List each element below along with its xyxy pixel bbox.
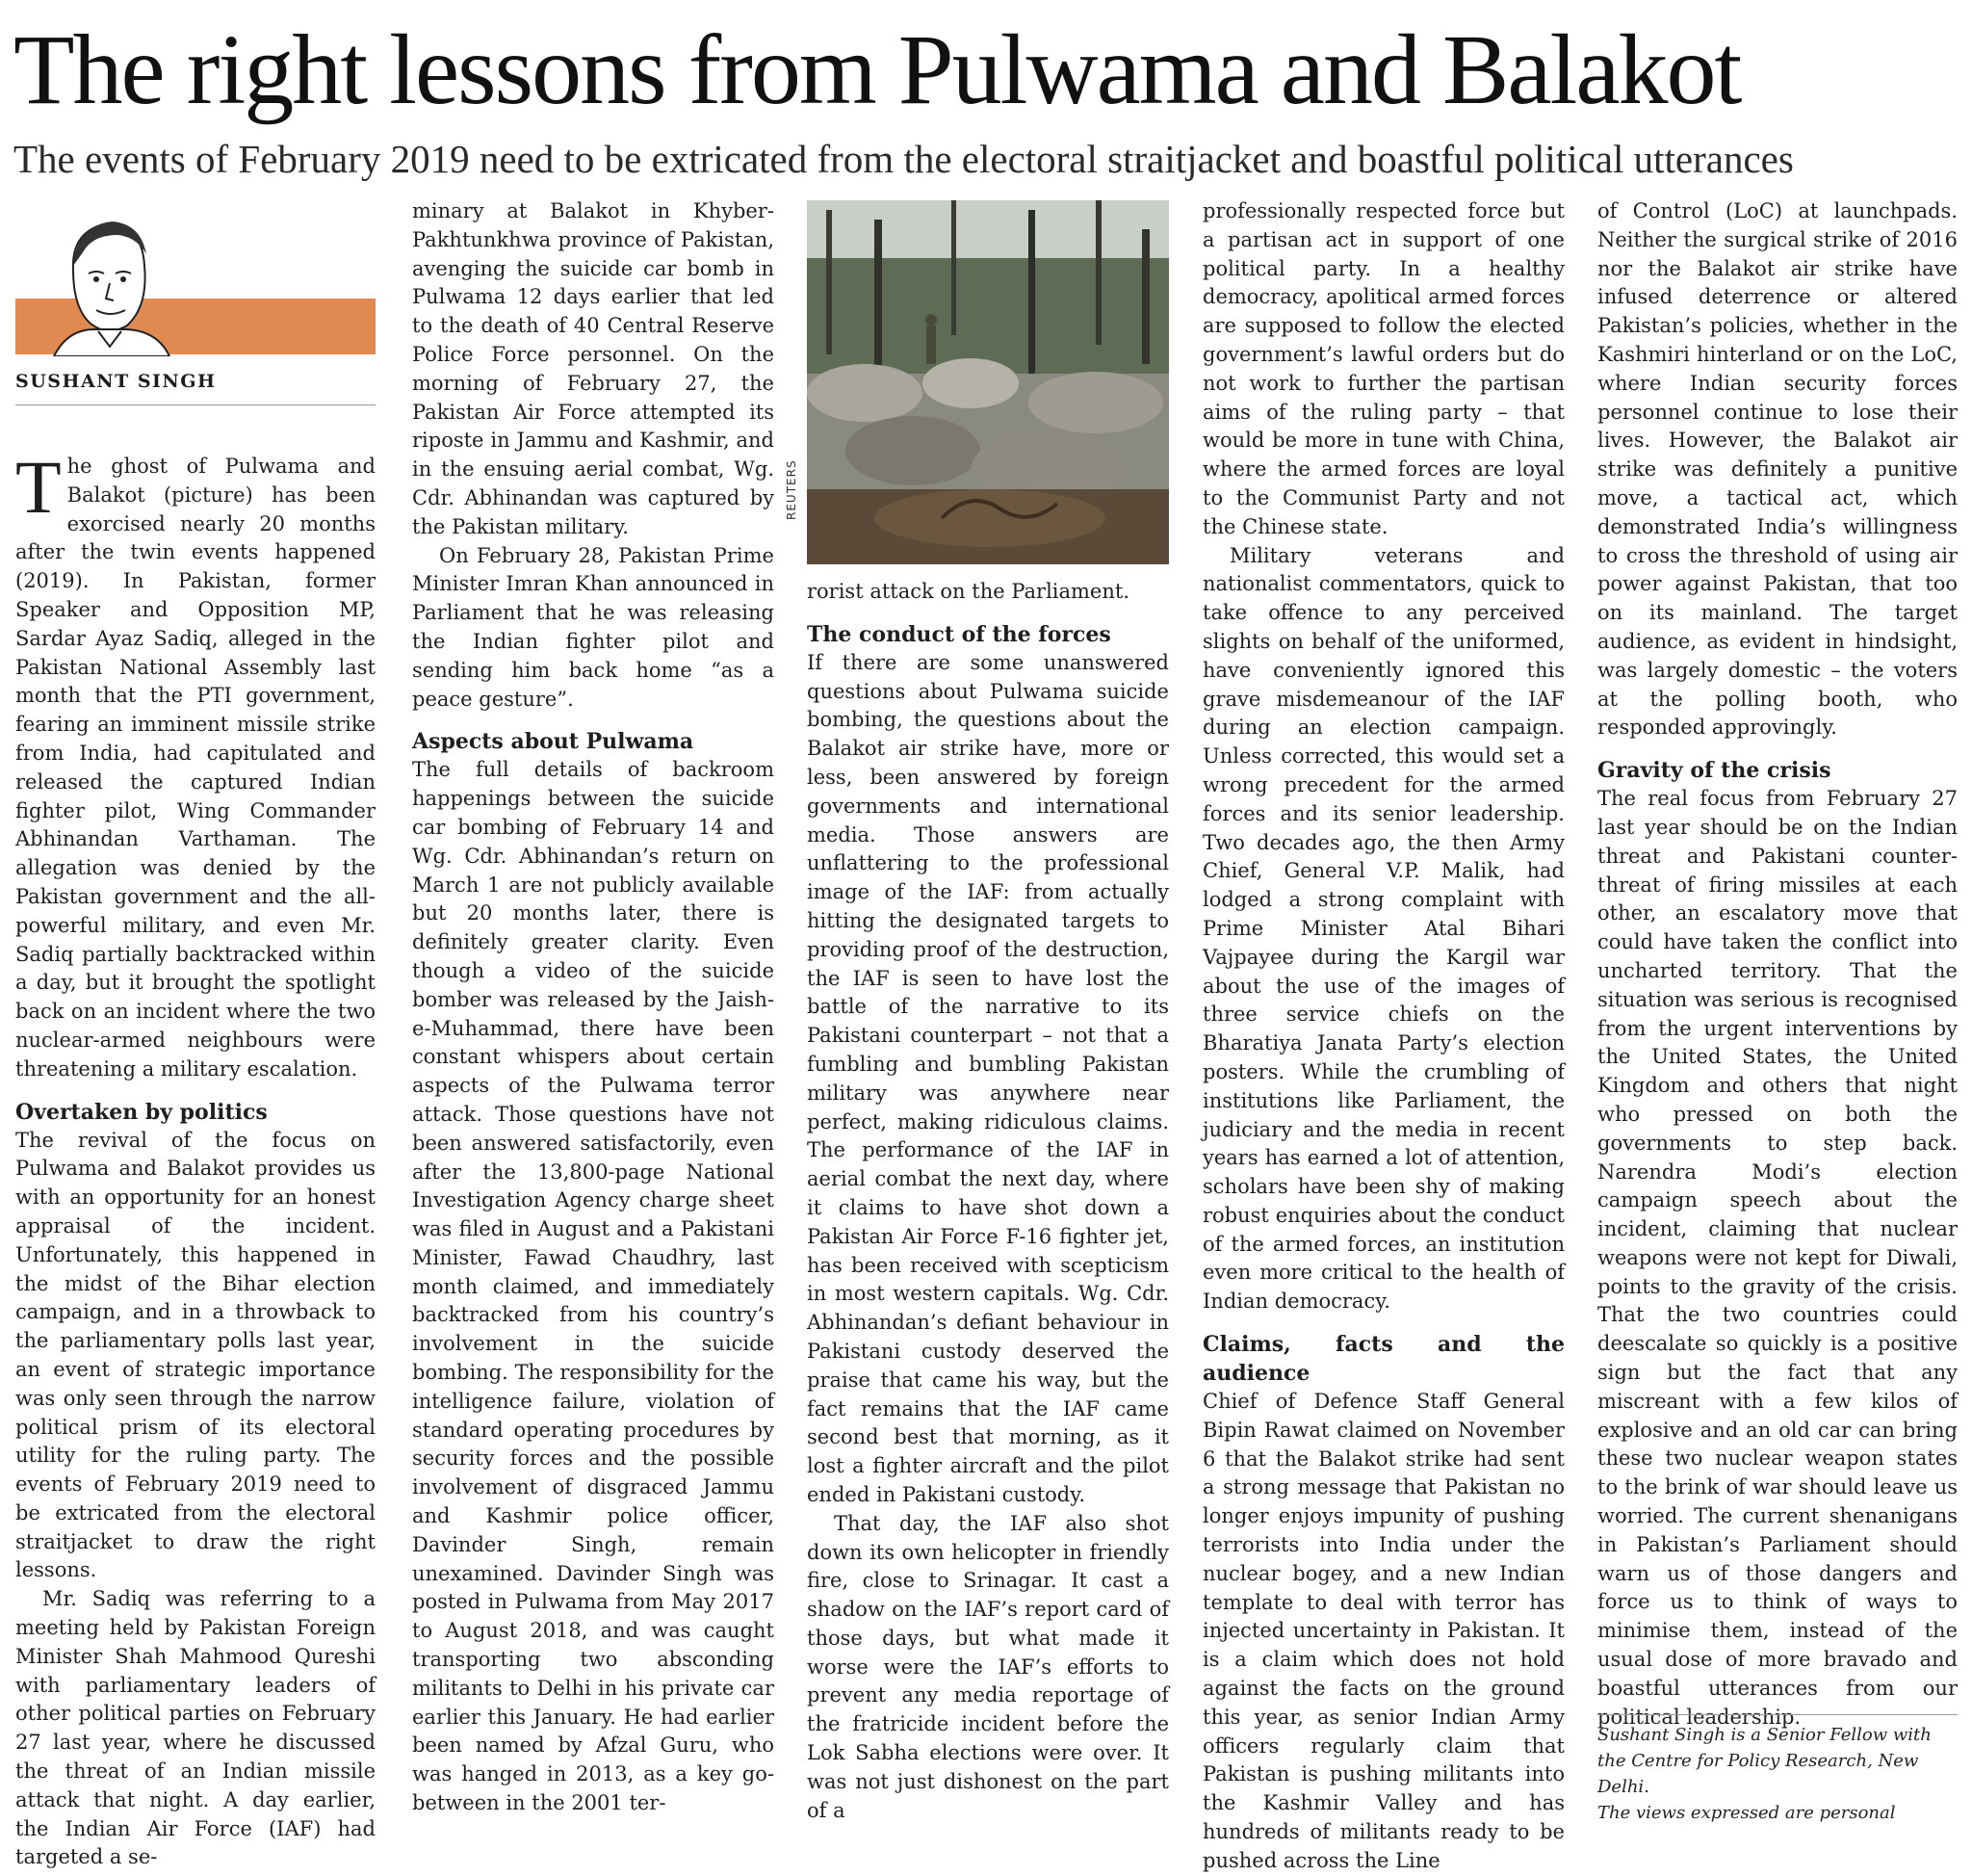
paragraph: of Control (LoC) at launchpads. Neither the surgical strike of 2016 nor the Balakot air strike have infused deterrence or altered Pakistan’s policies, whether in the Kashmiri hinterland or on the LoC, where Indian security forces personnel continue to lose their lives. However, the Balakot air strike was definitely a punitive move, a tactical act, which demonstrated India’s willingness to cross the threshold of using air power against Pakistan, that too on its mainland. The target audience, as evident in hindsight, was largely domestic – the voters at the polling booth, who responded approvingly.: [1597, 199, 1958, 740]
paragraph: Mr. Sadiq was referring to a meeting held by Pakistan Foreign Minister Shah Mahmood Qureshi with parliamentary leaders of other political parties on February 27 last year, where he discussed the threat of an Indian missile attack that night. A day earlier, the Indian Air Force (IAF) had targeted a se-: [15, 1587, 376, 1869]
paragraph: Chief of Defence Staff General Bipin Rawat claimed on November 6 that the Balakot strike had sent a strong message that Pakistan no longer enjoys impunity of pushing terrorists into India under the nuclear bogey, and a new Indian template to deal with terror has injected uncertainty in Pakistan. It is a claim which does not hold against the facts on the ground this year, as senior Indian Army officers regularly claim that Pakistan is pushing militants into the Kashmir Valley and has hundreds of militants ready to be pushed across the Line: [1203, 1390, 1565, 1872]
deck: The events of February 2019 need to be extricated from the electoral straitjacket and boastful political utterances: [13, 137, 1794, 181]
paragraph: professionally respected force but a partisan act in support of one political party. In a healthy democracy, apolitical armed forces are supposed to follow the elected government’s lawful orders but do not work to further the partisan aims of the ruling party – that would be more in tune with China, where the armed forces are loyal to the Communist Party and not the Chinese state.: [1203, 199, 1565, 538]
byline-rule: [15, 404, 376, 405]
article-column-2: [412, 197, 774, 1818]
paragraph: That day, the IAF also shot down its own helicopter in friendly fire, close to Srinagar. It cast a shadow on the IAF’s report card of those days, but what made it worse were the IAF’s efforts to prevent any media reportage of the fratricide incident before the Lok Sabha elections were over. It was not just dishonest on the part of a: [807, 1511, 1169, 1822]
subhead-overtaken-by-politics: Overtaken by politics: [15, 1099, 268, 1125]
paragraph: The revival of the focus on Pulwama and Balakot provides us with an opportunity for an honest appraisal of the incident. Unfortunately, this happened in the midst of the Bihar election campaign, and in a throwback to the parliamentary polls last year, an event of strategic importance was only seen through the narrow political prism of its electoral utility for the ruling party. The events of February 2019 need to be extricated from the electoral straitjacket to draw the right lessons.: [15, 1128, 376, 1582]
subhead-conduct-of-forces: The conduct of the forces: [807, 621, 1111, 647]
author-byline: SUSHANT SINGH: [15, 371, 217, 392]
bio-disclaimer: The views expressed are personal: [1597, 1803, 1896, 1823]
paragraph: On February 28, Pakistan Prime Minister Imran Khan announced in Parliament that he was releasing the Indian fighter pilot and sending him back home “as a peace gesture”.: [412, 543, 774, 711]
paragraph: minary at Balakot in Khyber-Pakhtunkhwa province of Pakistan, avenging the suicide car bomb in Pulwama 12 days earlier that led to the death of 40 Central Reserve Police Force personnel. On the morning of February 27, the Pakistan Air Force attempted its riposte in Jammu and Kashmir, and in the ensuing aerial combat, Wg. Cdr. Abhinandan was captured by the Pakistan military.: [412, 199, 774, 538]
paragraph: Military veterans and nationalist commentators, quick to take offence to any perceived slights on behalf of the uniformed, have conveniently ignored this grave misdemeanour of the IAF during an election campaign. Unless corrected, this would set a wrong precedent for the armed forces and its senior leadership. Two decades ago, the then Army Chief, General V.P. Malik, had lodged a strong complaint with Prime Minister Atal Bihari Vajpayee during the Kargil war about the use of the images of three service chiefs on the Bharatiya Janata Party’s election posters. While the crumbling of institutions like Parliament, the judiciary and the media in recent years has earned a lot of attention, scholars have been shy of making robust enquiries about the conduct of the armed forces, an institution even more critical to the health of Indian democracy.: [1203, 543, 1565, 1314]
article-column-1: [15, 445, 376, 1872]
subhead-gravity-of-crisis: Gravity of the crisis: [1597, 758, 1831, 784]
photo-balakot-site: [807, 200, 1169, 564]
article-column-4: [1203, 197, 1565, 1876]
paragraph: [15, 445, 376, 1084]
drop-cap: T: [15, 445, 62, 529]
paragraph: If there are some unanswered questions about Pulwama suicide bombing, the questions about the Balakot air strike have, more or less, been answered by foreign governments and international media. Those answers are unflattering to the professional image of the IAF: from actually hitting the designated targets to providing proof of the destruction, the IAF is seen to have lost the battle of the narrative to its Pakistani counterpart – not that a fumbling and bumbling Pakistan military was anywhere near perfect, making ridiculous claims. The performance of the IAF in aerial combat the next day, where it claims to have shot down a Pakistan Air Force F-16 fighter jet, has been received with scepticism in most western capitals. Wg. Cdr. Abhinandan’s defiant behaviour in Pakistani custody deserved the praise that came his way, but the fact remains that the IAF came second best that morning, as it lost a fighter aircraft and the pilot ended in Pakistani custody.: [807, 650, 1169, 1506]
bio-rule: [1597, 1714, 1958, 1715]
headline: The right lessons from Pulwama and Balakot: [13, 14, 1741, 125]
subhead-claims-facts-audience: Claims, facts and the audience: [1203, 1332, 1565, 1387]
article-column-3: [807, 578, 1169, 1825]
paragraph: The real focus from February 27 last year should be on the Indian threat and Pakistani counter-threat of firing missiles at each other, an escalatory move that could have taken the conflict into uncharted territory. That the situation was serious is recognised from the urgent interventions by the United States, the United Kingdom and others that night who pressed on both the governments to step back. Narendra Modi’s election campaign speech about the incident, claiming that nuclear weapons were not kept for Diwali, points to the gravity of the crisis. That the two countries could deescalate so quickly is a positive sign but the fact that any miscreant with a few kilos of explosive and an old car can bring these two nuclear weapon states to the brink of war should leave us worried. The current shenanigans in Pakistan’s Parliament should warn us of those dangers and force us to think of ways to minimise them, instead of the usual dose of more bravado and boastful utterances from our political leadership.: [1597, 787, 1958, 1729]
article-column-5: [1597, 197, 1958, 1732]
subhead-aspects-about-pulwama: Aspects about Pulwama: [412, 729, 694, 755]
photo-credit: REUTERS: [785, 459, 798, 520]
author-portrait-sketch: [35, 202, 179, 356]
author-bio: [1597, 1722, 1958, 1826]
bio-line: Sushant Singh is a Senior Fellow with the Centre for Policy Research, New Delhi.: [1597, 1725, 1932, 1797]
paragraph: rorist attack on the Parliament.: [807, 580, 1129, 603]
paragraph-text: he ghost of Pulwama and Balakot (picture) has been exorcised nearly 20 months after the twin events happened (2019). In Pakistan, former Speaker and Opposition MP, Sardar Ayaz Sadiq, alleged in the Pakistan National Assembly last month that the PTI government, fearing an imminent missile strike from India, had capitulated and released the captured Indian fighter pilot, Wing Commander Abhinandan Varthaman. The allegation was denied by the Pakistan government and the all-powerful military, and even Mr. Sadiq partially backtracked within a day, but it brought the spotlight back on an incident where the two nuclear-armed neighbours were threatening a military escalation.: [15, 455, 376, 1081]
paragraph: The full details of backroom happenings between the suicide car bombing of February 14 and Wg. Cdr. Abhinandan’s return on March 1 are not publicly available but 20 months later, there is definitely greater clarity. Even though a video of the suicide bomber was released by the Jaish-e-Muhammad, there have been constant whispers about certain aspects of the Pulwama terror attack. Those questions have not been answered satisfactorily, even after the 13,800-page National Investigation Agency charge sheet was filed in August and a Pakistani Minister, Fawad Chaudhry, last month claimed, and immediately backtracked from his country’s involvement in the suicide bombing. The responsibility for the intelligence failure, violation of standard operating procedures by security forces and the possible involvement of disgraced Jammu and Kashmir police officer, Davinder Singh, remain unexamined. Davinder Singh was posted in Pulwama from May 2017 to August 2018, and was caught transporting two absconding militants to Delhi in his private car earlier this January. He had earlier been named by Afzal Guru, who was hanged in 2013, as a key go-between in the 2001 ter-: [412, 758, 774, 1815]
